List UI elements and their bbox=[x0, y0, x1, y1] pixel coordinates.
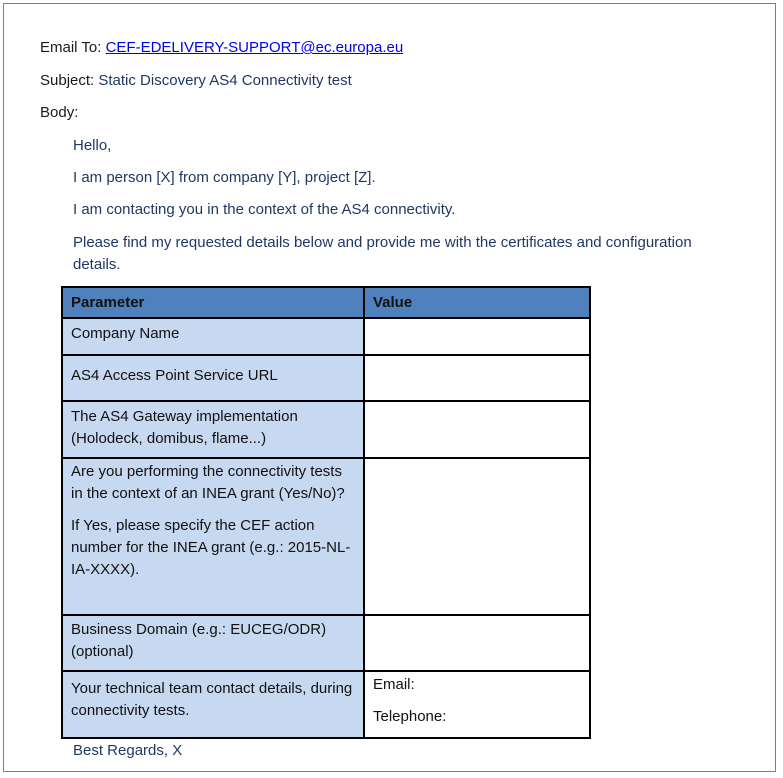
header-parameter: Parameter bbox=[62, 287, 364, 318]
param-company-name: Company Name bbox=[62, 318, 364, 355]
param-service-url: AS4 Access Point Service URL bbox=[62, 355, 364, 401]
table-row bbox=[62, 458, 590, 615]
subject-label: Subject: bbox=[40, 72, 99, 89]
subject-text: Static Discovery AS4 Connectivity test bbox=[98, 72, 352, 89]
value-business-domain[interactable] bbox=[364, 615, 590, 671]
value-company-name[interactable] bbox=[364, 318, 590, 355]
value-inea-grant[interactable] bbox=[364, 458, 590, 615]
param-technical-contact: Your technical team contact details, during connectivity tests. bbox=[62, 671, 364, 738]
subject-line bbox=[40, 70, 352, 92]
value-telephone-label: Telephone: bbox=[373, 708, 447, 725]
header-value: Value bbox=[364, 287, 590, 318]
request-text: Please find my requested details below and provide me with the certificates and configuration details. bbox=[73, 234, 692, 273]
email-to-link[interactable]: CEF-EDELIVERY-SUPPORT@ec.europa.eu bbox=[105, 39, 404, 56]
body-label: Body: bbox=[40, 104, 79, 121]
param-inea-action-number: If Yes, please specify the CEF action number for the INEA grant (e.g.: 2015-NL-IA-XXXX). bbox=[71, 517, 351, 578]
table-row bbox=[62, 401, 590, 458]
param-business-domain: Business Domain (e.g.: EUCEG/ODR) (optional) bbox=[62, 615, 364, 671]
email-to-line bbox=[40, 37, 403, 59]
greeting-text: Hello, bbox=[73, 137, 112, 154]
details-table bbox=[61, 286, 591, 739]
param-inea-grant bbox=[62, 458, 364, 615]
table-header-row bbox=[62, 287, 590, 318]
table-row bbox=[62, 318, 590, 355]
intro-text: I am person [X] from company [Y], project [Z]. bbox=[73, 169, 376, 186]
email-to-label: Email To: bbox=[40, 39, 106, 56]
value-service-url[interactable] bbox=[364, 355, 590, 401]
table-row bbox=[62, 355, 590, 401]
value-technical-contact[interactable] bbox=[364, 671, 590, 738]
param-gateway-implementation: The AS4 Gateway implementation (Holodeck, domibus, flame...) bbox=[62, 401, 364, 458]
table-row bbox=[62, 671, 590, 738]
value-email-label: Email: bbox=[373, 676, 415, 693]
table-row bbox=[62, 615, 590, 671]
context-text: I am contacting you in the context of the AS4 connectivity. bbox=[73, 201, 456, 218]
param-inea-question: Are you performing the connectivity tests in the context of an INEA grant (Yes/No)? bbox=[71, 463, 345, 502]
closing-text: Best Regards, X bbox=[73, 742, 183, 759]
value-gateway-implementation[interactable] bbox=[364, 401, 590, 458]
